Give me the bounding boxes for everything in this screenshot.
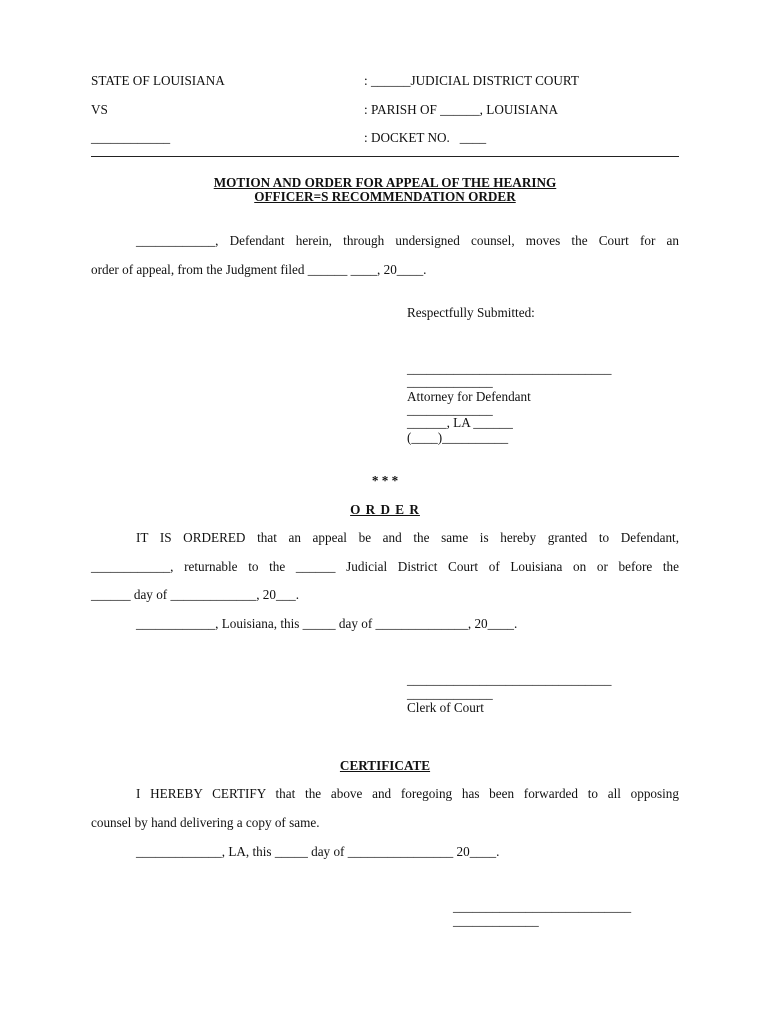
section-separator: * * * (371, 473, 399, 488)
attorney-blank-1: _____________ (407, 374, 493, 389)
caption-vs: VS (91, 102, 108, 117)
final-signature-blank: _____________ (453, 913, 539, 928)
attorney-signature-line: _______________________________ (407, 361, 612, 376)
caption-state: STATE OF LOUISIANA (91, 73, 225, 88)
motion-line2: order of appeal, from the Judgment filed ______ ____, 20____. (91, 262, 427, 277)
final-signature-line: ___________________________ (453, 899, 632, 914)
motion-line1: ____________, Defendant herein, through undersigned counsel, moves the Court for an (136, 233, 679, 248)
certificate-heading: CERTIFICATE (339, 758, 431, 773)
order-line2: ____________, returnable to the ______ Judicial District Court of Louisiana on or before the (91, 559, 679, 574)
certificate-line3: _____________, LA, this _____ day of ________________ 20____. (136, 844, 500, 859)
caption-party-blank: ____________ (91, 130, 171, 145)
respectfully-submitted: Respectfully Submitted: (407, 305, 535, 320)
order-line3: ______ day of _____________, 20___. (91, 587, 300, 602)
order-line1: IT IS ORDERED that an appeal be and the same is hereby granted to Defendant, (136, 530, 679, 545)
order-line4: ____________, Louisiana, this _____ day of ______________, 20____. (136, 616, 518, 631)
caption-court: : ______JUDICIAL DISTRICT COURT (364, 73, 579, 88)
document-title-line2: OFFICER=S RECOMMENDATION ORDER (254, 189, 516, 204)
certificate-line2: counsel by hand delivering a copy of same. (91, 815, 320, 830)
caption-parish: : PARISH OF ______, LOUISIANA (364, 102, 559, 117)
attorney-label: Attorney for Defendant (407, 389, 531, 404)
document-title-line1: MOTION AND ORDER FOR APPEAL OF THE HEARING (213, 175, 557, 190)
certificate-line1: I HEREBY CERTIFY that the above and foregoing has been forwarded to all opposing (136, 786, 679, 801)
caption-docket: : DOCKET NO. ____ (364, 130, 487, 145)
order-heading: O R D E R (350, 502, 420, 517)
caption-divider (91, 156, 679, 157)
attorney-blank-2: _____________ (407, 402, 493, 417)
clerk-signature-line: _______________________________ (407, 672, 612, 687)
attorney-city-state: ______, LA ______ (407, 415, 513, 430)
attorney-phone: (____)__________ (407, 430, 509, 445)
clerk-label: Clerk of Court (407, 700, 484, 715)
clerk-blank: _____________ (407, 686, 493, 701)
